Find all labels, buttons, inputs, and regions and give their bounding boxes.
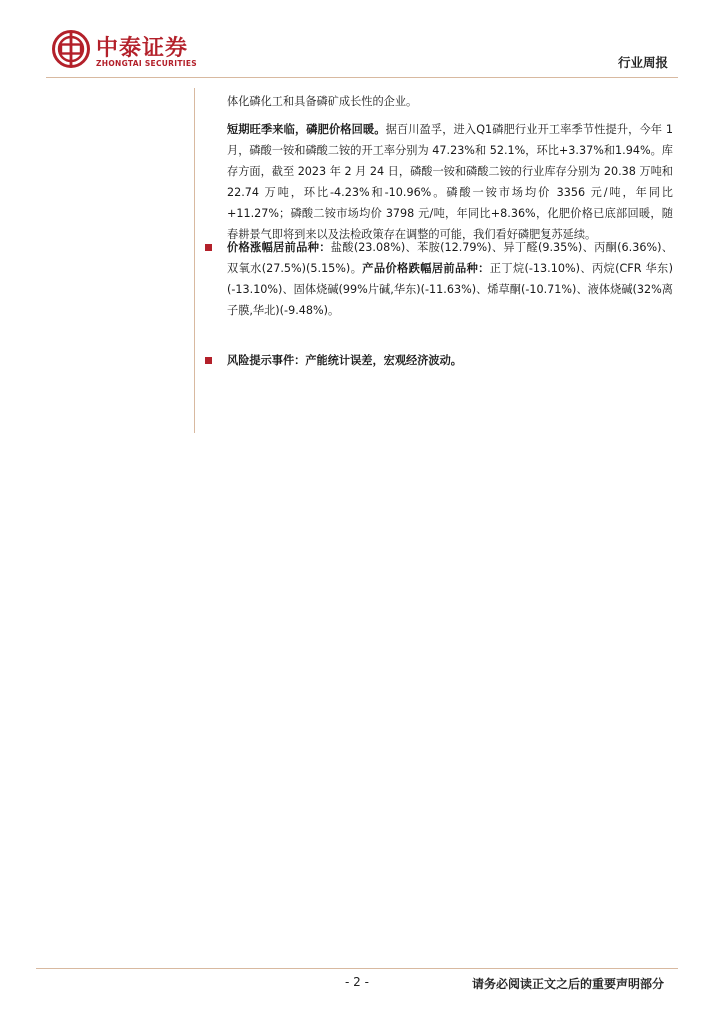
logo-english-name: ZHONGTAI SECURITIES bbox=[96, 59, 197, 68]
risk-text: 产能统计误差，宏观经济波动。 bbox=[305, 354, 462, 367]
phosphate-heading: 短期旺季来临，磷肥价格回暖。 bbox=[227, 123, 386, 136]
header-divider bbox=[46, 77, 678, 78]
company-logo bbox=[52, 30, 222, 72]
left-margin-rule bbox=[194, 88, 195, 433]
footer-divider bbox=[36, 968, 678, 969]
price-rise-heading: 价格涨幅居前品种： bbox=[227, 241, 331, 254]
price-fall-heading: 产品价格跌幅居前品种： bbox=[362, 262, 490, 275]
logo-chinese-name: 中泰证券 bbox=[96, 36, 189, 61]
footer-disclaimer: 请务必阅读正文之后的重要声明部分 bbox=[471, 977, 664, 991]
zhongtai-seal-icon bbox=[52, 30, 90, 68]
phosphate-paragraph bbox=[227, 119, 673, 245]
price-movers-paragraph bbox=[227, 237, 673, 321]
price-fall-text: 正丁烷(-13.10%)、丙烷(CFR 华东)(-13.10%)、固体烧碱(99%片碱,华东)(-11.63%)、烯草酮(-10.71%)、液体烧碱(32%离子膜,华北)(-9.48%)。 bbox=[227, 262, 673, 317]
risk-heading: 风险提示事件： bbox=[227, 354, 306, 367]
continuation-paragraph: 体化磷化工和具备磷矿成长性的企业。 bbox=[227, 95, 418, 108]
report-type-label: 行业周报 bbox=[617, 55, 668, 70]
price-rise-text: 盐酸(23.08%)、苯胺(12.79%)、异丁醛(9.35%)、丙酮(6.36%)、双氧水(27.5%)(5.15%)。 bbox=[227, 241, 673, 275]
phosphate-text: 据百川盈孚，进入Q1磷肥行业开工率季节性提升，今年 1 月，磷酸一铵和磷酸二铵的开工率分别为 47.23%和 52.1%，环比+3.37%和1.94%。库存方面，截至 2023 年 2 月 24 日，磷酸一铵和磷酸二铵的行业库存分别为 20.38 万吨和 22.74 万吨，环比-4.23%和-10.96%。磷酸一铵市场均价 3356 元/吨，年同比+11.27%；磷酸二铵市场均价 3798 元/吨，年同比+8.36%，化肥价格已底部回暖，随春耕景气即将到来以及法检政策存在调整的可能，我们看好磷肥复苏延续。 bbox=[227, 123, 673, 241]
square-bullet-icon bbox=[205, 357, 212, 364]
page-number: - 2 - bbox=[345, 975, 369, 989]
square-bullet-icon bbox=[205, 244, 212, 251]
risk-paragraph bbox=[227, 350, 673, 371]
